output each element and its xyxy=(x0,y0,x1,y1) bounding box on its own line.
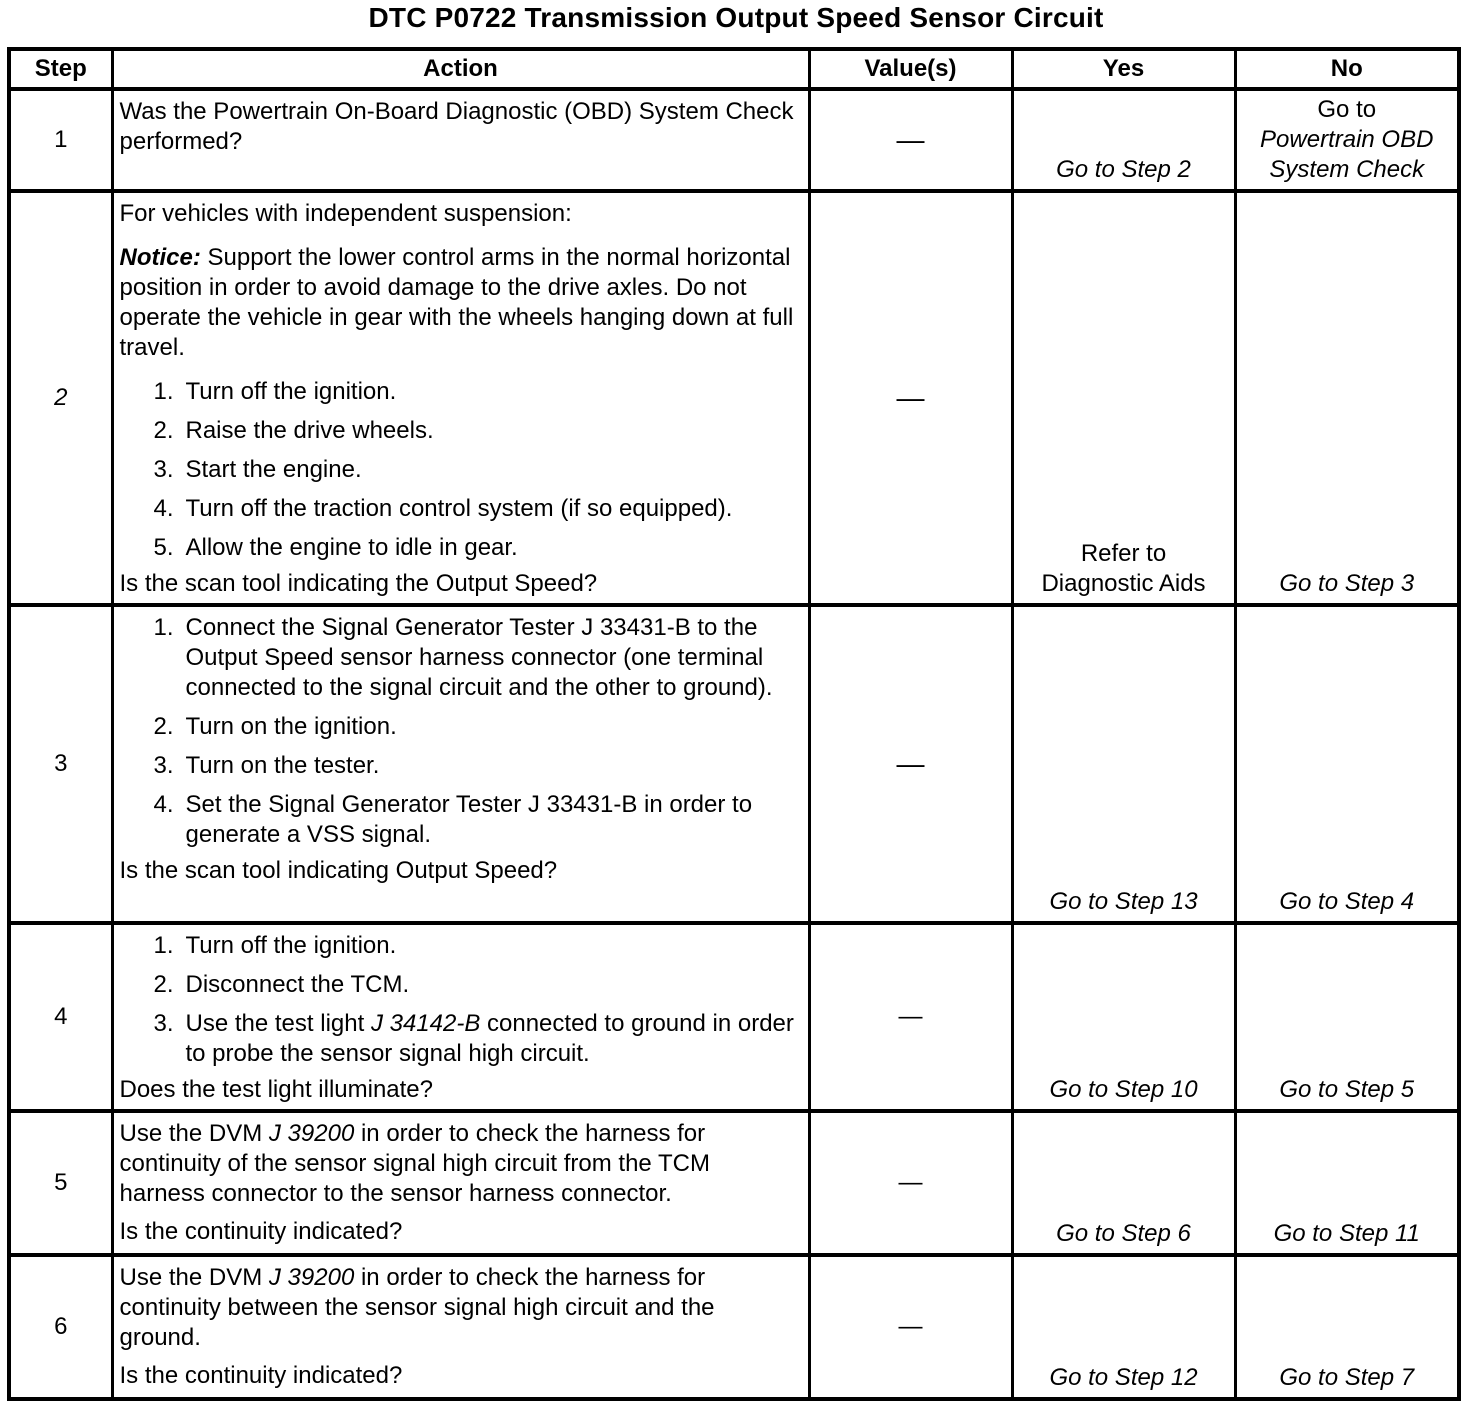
table-row-step-3 xyxy=(9,605,1459,923)
no-cell xyxy=(1235,89,1459,191)
action-cell xyxy=(112,605,809,923)
header-yes: Yes xyxy=(1012,49,1235,89)
yes-cell: Go to Step 6 xyxy=(1012,1111,1235,1255)
value-cell: — xyxy=(809,1255,1012,1399)
header-no: No xyxy=(1235,49,1459,89)
no-cell-line1: Go to xyxy=(1317,96,1377,123)
no-cell: Go to Step 7 xyxy=(1235,1255,1459,1399)
step-number: 4 xyxy=(9,923,112,1111)
action-intro: For vehicles with independent suspension: xyxy=(119,200,572,227)
yes-cell: Go to Step 2 xyxy=(1012,89,1235,191)
table-row-step-1 xyxy=(9,89,1459,191)
action-paragraph: Use the DVM J 39200 in order to check the harness for continuity between the sensor signal high circuit and the ground. xyxy=(119,1264,715,1351)
action-paragraph: Use the DVM J 39200 in order to check the harness for continuity of the sensor signal high circuit from the TCM harness connector to the sensor harness connector. xyxy=(119,1120,710,1207)
no-cell: Go to Step 3 xyxy=(1235,191,1459,605)
header-step: Step xyxy=(9,49,112,89)
action-steps xyxy=(120,377,802,563)
yes-cell: Go to Step 10 xyxy=(1012,923,1235,1111)
page-title: DTC P0722 Transmission Output Speed Sensor Circuit xyxy=(368,2,1104,33)
value-cell: — xyxy=(809,89,1012,191)
step-number: 1 xyxy=(9,89,112,191)
notice-paragraph xyxy=(120,243,802,363)
yes-cell: Go to Step 12 xyxy=(1012,1255,1235,1399)
list-item: 3. Use the test light J 34142-B connected to ground in order to probe the sensor signal high circuit. xyxy=(153,1010,794,1067)
tool-reference: J 39200 xyxy=(268,1120,355,1147)
no-cell: Go to Step 4 xyxy=(1235,605,1459,923)
value-cell: — xyxy=(809,191,1012,605)
table-row-step-2 xyxy=(9,191,1459,605)
list-item: 4. Turn off the traction control system (if so equipped). xyxy=(153,495,733,522)
list-item: 2. Raise the drive wheels. xyxy=(153,417,434,444)
list-item: 1. Turn off the ignition. xyxy=(153,378,397,405)
list-item: 5. Allow the engine to idle in gear. xyxy=(153,534,518,561)
list-item: 4. Set the Signal Generator Tester J 33431-B in order to generate a VSS signal. xyxy=(153,791,753,848)
action-question: Is the scan tool indicating the Output Speed? xyxy=(119,570,598,597)
list-item: 3. Turn on the tester. xyxy=(153,752,380,779)
table-row-step-4 xyxy=(9,923,1459,1111)
yes-cell-line1: Refer to xyxy=(1080,540,1167,567)
header-values: Value(s) xyxy=(809,49,1012,89)
yes-cell xyxy=(1012,191,1235,605)
action-question: Was the Powertrain On-Board Diagnostic (OBD) System Check performed? xyxy=(119,98,794,155)
tool-reference: J 39200 xyxy=(268,1264,355,1291)
value-cell: — xyxy=(809,605,1012,923)
action-cell xyxy=(112,191,809,605)
yes-cell: Go to Step 13 xyxy=(1012,605,1235,923)
no-cell-line2: Powertrain OBD System Check xyxy=(1260,126,1434,183)
action-cell xyxy=(112,1255,809,1399)
action-question: Is the continuity indicated? xyxy=(119,1218,403,1245)
value-cell: — xyxy=(809,1111,1012,1255)
header-row xyxy=(9,49,1459,89)
action-steps xyxy=(120,931,802,1069)
list-item: 1. Connect the Signal Generator Tester J 33431-B to the Output Speed sensor harness connector (one terminal connected to the signal circuit and the other to ground). xyxy=(153,614,773,701)
action-steps xyxy=(120,613,802,850)
tool-reference: J 34142-B xyxy=(370,1010,481,1037)
diagnostic-table xyxy=(7,47,1461,1401)
step-number: 3 xyxy=(9,605,112,923)
action-cell xyxy=(112,1111,809,1255)
step-number: 2 xyxy=(9,191,112,605)
no-cell: Go to Step 5 xyxy=(1235,923,1459,1111)
list-item: 2. Disconnect the TCM. xyxy=(153,971,410,998)
no-cell: Go to Step 11 xyxy=(1235,1111,1459,1255)
list-item: 3. Start the engine. xyxy=(153,456,362,483)
action-cell xyxy=(112,89,809,191)
value-cell: — xyxy=(809,923,1012,1111)
action-question: Is the continuity indicated? xyxy=(119,1362,403,1389)
notice-text: Support the lower control arms in the normal horizontal position in order to avoid damage to the drive axles. Do not operate the vehicle in gear with the wheels hanging down at full travel. xyxy=(119,244,794,361)
action-question: Is the scan tool indicating Output Speed? xyxy=(119,857,558,884)
step-number: 5 xyxy=(9,1111,112,1255)
notice-label: Notice: xyxy=(119,244,201,271)
table-row-step-5 xyxy=(9,1111,1459,1255)
list-item: 2. Turn on the ignition. xyxy=(153,713,397,740)
step-number: 6 xyxy=(9,1255,112,1399)
yes-cell-line2: Diagnostic Aids xyxy=(1041,570,1206,597)
list-item: 1. Turn off the ignition. xyxy=(153,932,397,959)
header-action: Action xyxy=(112,49,809,89)
table-row-step-6 xyxy=(9,1255,1459,1399)
action-question: Does the test light illuminate? xyxy=(119,1076,433,1103)
action-cell xyxy=(112,923,809,1111)
